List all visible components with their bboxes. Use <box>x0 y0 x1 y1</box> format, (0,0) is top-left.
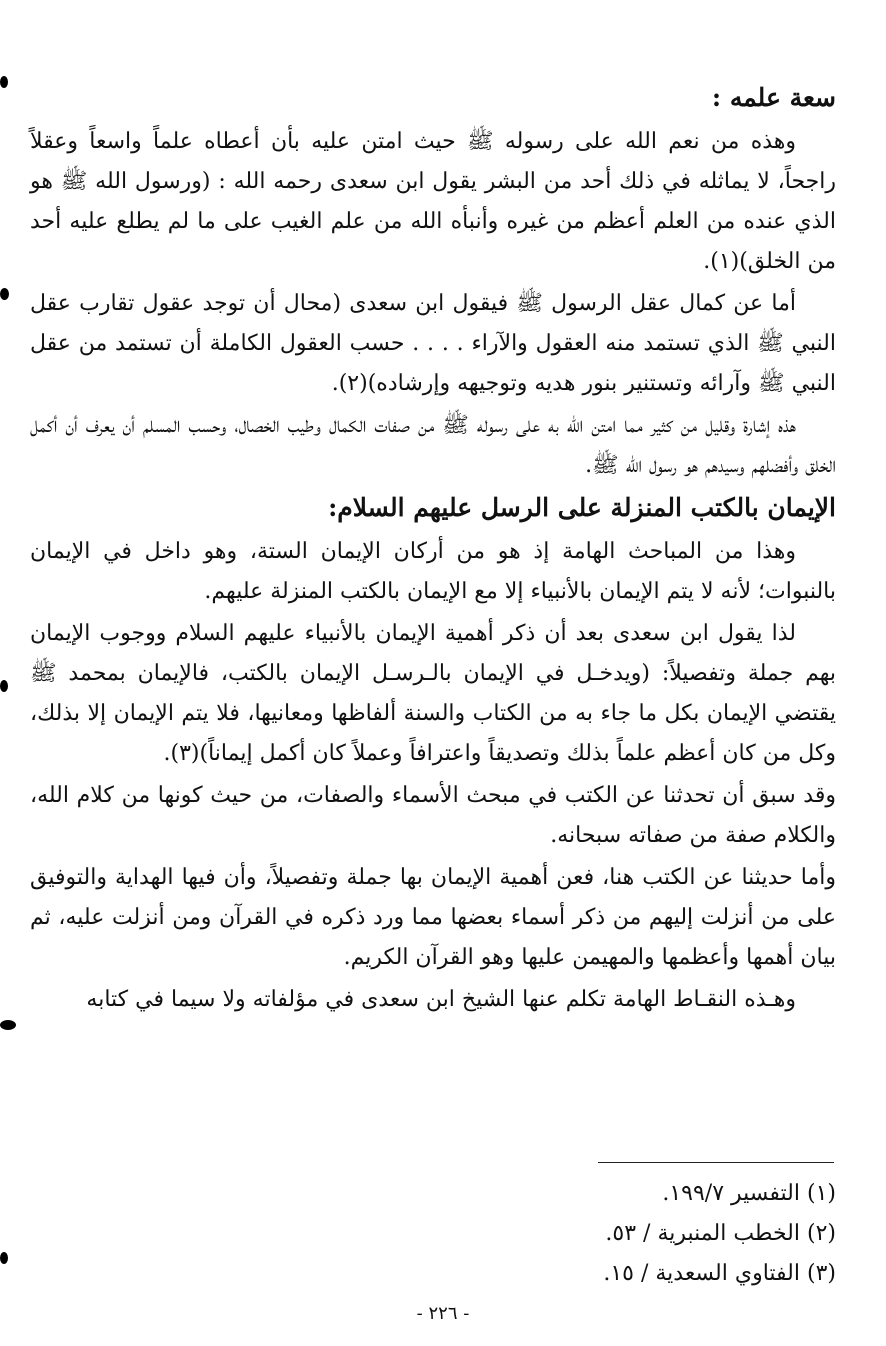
scan-speck <box>0 76 8 88</box>
scan-speck <box>0 288 9 300</box>
page-number: - ٢٢٦ - <box>416 1303 470 1324</box>
footnote: (٢) الخطب المنبرية / ٥٣. <box>605 1221 836 1246</box>
scan-speck <box>0 680 8 692</box>
paragraph: وهـذه النقـاط الهامة تكلم عنها الشيخ ابن سعدى في مؤلفاته ولا سيما في كتابه <box>86 987 796 1012</box>
footnote: (٣) الفتاوي السعدية / ١٥. <box>603 1261 836 1286</box>
section-heading-knowledge: سعة علمه : <box>711 83 836 112</box>
scan-speck <box>0 1020 16 1030</box>
footnotes <box>436 1174 836 1294</box>
footnote: (١) التفسير ١٩٩/٧. <box>662 1181 836 1206</box>
paragraph: هذه إشارة وقليل من كثير مما امتن الله به على رسوله ﷺ من صفات الكمال وطيب الخصال، وحسب المسلم أن يعرف أن أكمل الخلق وأفضلهم وسيدهم هو رسول الله ﷺ. <box>30 413 836 478</box>
paragraph: أما عن كمال عقل الرسول ﷺ فيقول ابن سعدى (محال أن توجد عقول تقارب عقل النبي ﷺ الذي تستمد منه العقول والآراء . . . . حسب العقول الكاملة أن تستمد من عقل النبي ﷺ وآرائه وتستنير بنور هديه وتوجيهه وإرشاده)(٢). <box>30 291 836 396</box>
paragraph: لذا يقول ابن سعدى بعد أن ذكر أهمية الإيمان بالأنبياء عليهم السلام ووجوب الإيمان بهم جملة وتفصيلاً: (ويدخـل في الإيمان بالـرسـل الإيمان بالكتب، فالإيمان بمحمد ﷺ يقتضي الإيمان بكل ما جاء به من الكتاب والسنة ألفاظها ومعانيها، فلا يتم الإيمان إلا بذلك، وكل من كان أعظم علماً بذلك وتصديقاً واعترافاً وعملاً كان أكمل إيماناً)(٣). <box>30 621 836 766</box>
paragraph: وهذه من نعم الله على رسوله ﷺ حيث امتن عليه بأن أعطاه علماً واسعاً وعقلاً راجحاً، لا يماثله في ذلك أحد من البشر يقول ابن سعدى رحمه الله : (ورسول الله ﷺ هو الذي عنده من العلم أعظم من غيره وأنبأه الله من علم الغيب على ما لم يطلع عليه أحد من الخلق)(١). <box>30 129 836 274</box>
scan-speck <box>0 1252 8 1264</box>
paragraph: وقد سبق أن تحدثنا عن الكتب في مبحث الأسماء والصفات، من حيث كونها من كلام الله، والكلام صفة من صفاته سبحانه. <box>30 783 836 848</box>
footnote-divider <box>598 1162 834 1163</box>
page-body <box>30 78 836 1022</box>
paragraph: وأما حديثنا عن الكتب هنا، فعن أهمية الإيمان بها جملة وتفصيلاً، وأن فيها الهداية والتوفيق على من أنزلت إليهم من ذكر أسماء بعضها مما ورد ذكره في القرآن ومن أنزلت عليه، ثم بيان أهمها وأعظمها والمهيمن عليها وهو القرآن الكريم. <box>30 865 836 970</box>
paragraph: وهذا من المباحث الهامة إذ هو من أركان الإيمان الستة، وهو داخل في الإيمان بالنبوات؛ لأنه لا يتم الإيمان بالأنبياء إلا مع الإيمان بالكتب المنزلة عليهم. <box>30 539 836 604</box>
section-heading-books: الإيمان بالكتب المنزلة على الرسل عليهم السلام: <box>328 493 836 522</box>
